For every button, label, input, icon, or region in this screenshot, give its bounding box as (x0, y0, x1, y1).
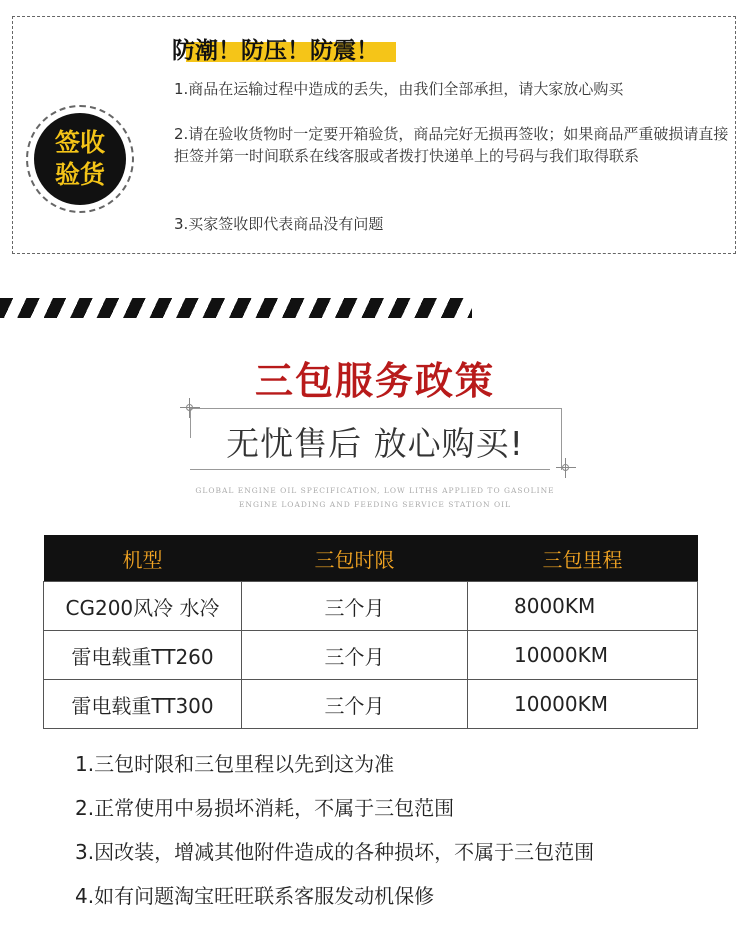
note-item-4: 4.如有问题淘宝旺旺联系客服发动机保修 (75, 884, 435, 908)
crosshair-icon (180, 398, 200, 418)
cell-mileage: 8000KM (468, 582, 698, 631)
english-caption-line-2: ENGINE LOADING AND FEEDING SERVICE STATION OIL (238, 500, 512, 509)
cell-period: 三个月 (242, 582, 468, 631)
note-item-3: 3.因改装，增减其他附件造成的各种损坏，不属于三包范围 (75, 840, 595, 864)
cell-period: 三个月 (242, 631, 468, 680)
policy-title: 三包服务政策 (254, 359, 495, 403)
table-row (44, 582, 698, 631)
policy-slogan: 无忧售后 放心购买! (226, 424, 524, 463)
badge-line-1: 签收 (54, 128, 105, 157)
policy-notes (75, 742, 594, 918)
table-row (44, 631, 698, 680)
stripe-divider (0, 298, 472, 318)
cell-model: CG200风冷 水冷 (44, 582, 242, 631)
notice-item-3: 3.买家签收即代表商品没有问题 (174, 215, 384, 233)
notice-item-2: 2.请在验收货物时一定要开箱验货，商品完好无损再签收；如果商品严重破损请直接拒签并第一时间联系在线客服或者拨打快递单上的号码与我们取得联系 (174, 125, 729, 165)
note-item-1: 1.三包时限和三包里程以先到这为准 (75, 752, 395, 776)
note-item-2: 2.正常使用中易损坏消耗，不属于三包范围 (75, 796, 455, 820)
cell-period: 三个月 (242, 680, 468, 729)
header-period: 三包时限 (242, 535, 468, 582)
cell-mileage: 10000KM (468, 680, 698, 729)
header-mileage: 三包里程 (468, 535, 698, 582)
cell-model: 雷电载重TT300 (44, 680, 242, 729)
warranty-table (43, 535, 698, 729)
cell-model: 雷电载重TT260 (44, 631, 242, 680)
header-model: 机型 (44, 535, 242, 582)
inspect-on-receipt-badge (34, 113, 126, 205)
notice-item-1: 1.商品在运输过程中造成的丢失，由我们全部承担，请大家放心购买 (174, 80, 624, 98)
cell-mileage: 10000KM (468, 631, 698, 680)
notice-headline: 防潮！防压！防震！ (172, 38, 379, 64)
english-caption-line-1: GLOBAL ENGINE OIL SPECIFICATION, LOW LITHS APPLIED TO GASOLINE (195, 486, 555, 495)
table-row (44, 680, 698, 729)
table-header-row (44, 535, 698, 582)
badge-line-2: 验货 (54, 160, 105, 189)
